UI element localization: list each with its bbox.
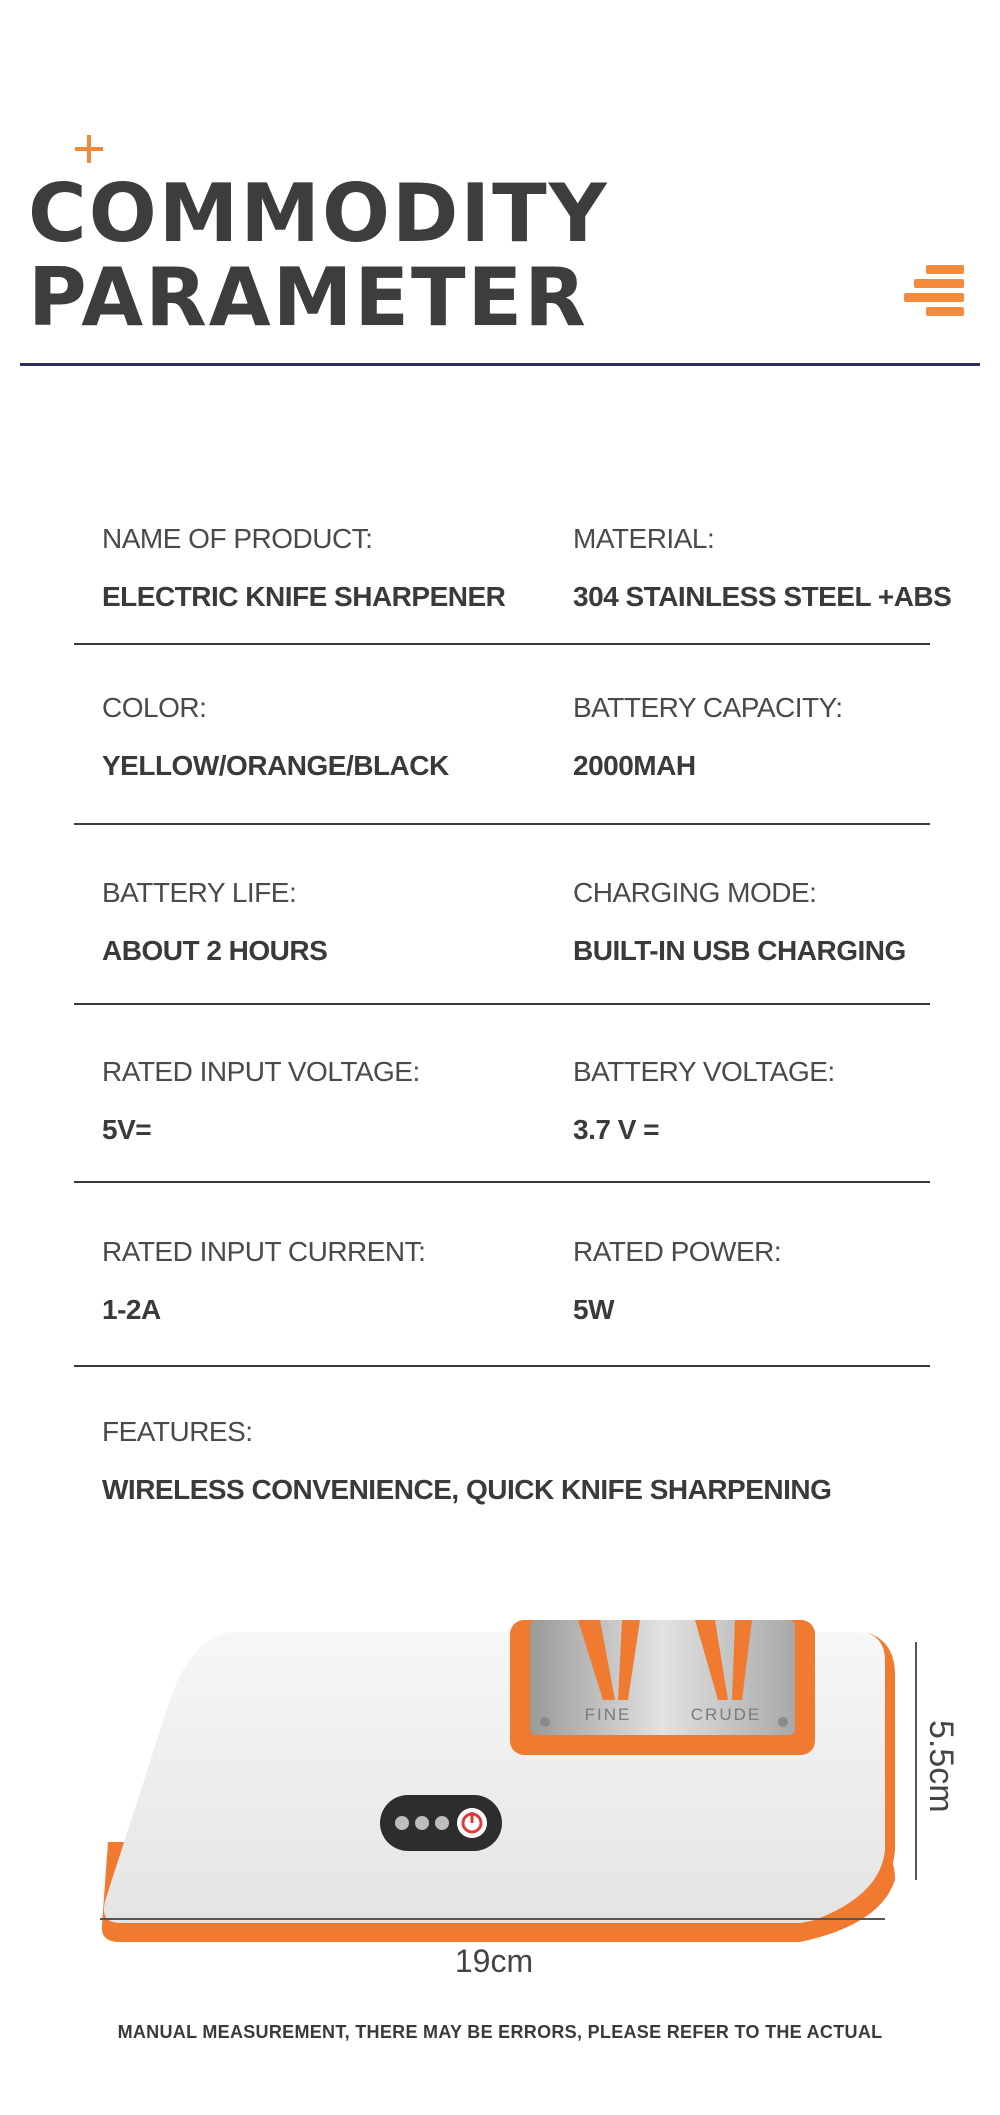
height-dimension-label: 5.5cm bbox=[922, 1720, 960, 1813]
title-line-1: COMMODITY bbox=[28, 167, 609, 260]
spec-value: 5V= bbox=[102, 1114, 152, 1145]
spec-value: ABOUT 2 HOURS bbox=[102, 935, 328, 966]
spec-label: RATED INPUT VOLTAGE: bbox=[102, 1056, 420, 1087]
spec-label: MATERIAL: bbox=[573, 523, 715, 554]
spec-cell bbox=[102, 691, 449, 783]
spec-cell bbox=[573, 1235, 781, 1327]
screw bbox=[778, 1717, 788, 1727]
row-divider bbox=[74, 1365, 930, 1367]
spec-label: CHARGING MODE: bbox=[573, 877, 817, 908]
spec-label: BATTERY LIFE: bbox=[102, 877, 297, 908]
spec-value: 3.7 V = bbox=[573, 1114, 660, 1145]
spec-cell bbox=[573, 1055, 835, 1147]
spec-label: RATED POWER: bbox=[573, 1236, 782, 1267]
battery-led bbox=[395, 1816, 409, 1830]
spec-value: 5W bbox=[573, 1294, 614, 1325]
screw bbox=[540, 1717, 550, 1727]
spec-cell bbox=[102, 1235, 425, 1327]
spec-cell bbox=[102, 522, 505, 614]
spec-cell bbox=[573, 522, 951, 614]
spec-value: BUILT-IN USB CHARGING bbox=[573, 935, 906, 966]
spec-value: 2000MAH bbox=[573, 750, 696, 781]
footer-note: MANUAL MEASUREMENT, THERE MAY BE ERRORS, PLEASE REFER TO THE ACTUAL bbox=[117, 2022, 883, 2042]
spec-label: RATED INPUT CURRENT: bbox=[102, 1236, 426, 1267]
slot-label-fine: FINE bbox=[584, 1705, 632, 1724]
spec-value: 304 STAINLESS STEEL +ABS bbox=[573, 581, 952, 612]
spec-value: 1-2A bbox=[102, 1294, 161, 1325]
row-divider bbox=[74, 823, 930, 825]
spec-cell bbox=[573, 876, 906, 968]
stripes-decoration-icon bbox=[904, 262, 964, 326]
product-image bbox=[0, 1580, 1000, 2000]
row-divider bbox=[74, 1181, 930, 1183]
features-label: FEATURES: bbox=[102, 1416, 253, 1447]
spec-value: ELECTRIC KNIFE SHARPENER bbox=[102, 581, 506, 612]
features-cell bbox=[102, 1415, 831, 1507]
battery-led bbox=[435, 1816, 449, 1830]
header-rule bbox=[20, 363, 980, 366]
row-divider bbox=[74, 643, 930, 645]
spec-label: COLOR: bbox=[102, 692, 207, 723]
spec-label: BATTERY CAPACITY: bbox=[573, 692, 843, 723]
row-divider bbox=[74, 1003, 930, 1005]
width-dimension-label: 19cm bbox=[454, 1943, 534, 1979]
title-line-2: PARAMETER bbox=[28, 251, 588, 344]
spec-value: YELLOW/ORANGE/BLACK bbox=[102, 750, 449, 781]
spec-cell bbox=[102, 1055, 420, 1147]
slot-label-crude: CRUDE bbox=[690, 1705, 762, 1724]
page-title bbox=[28, 167, 609, 344]
spec-label: NAME OF PRODUCT: bbox=[102, 523, 373, 554]
spec-label: BATTERY VOLTAGE: bbox=[573, 1056, 835, 1087]
plus-decoration-icon bbox=[75, 135, 103, 163]
spec-cell bbox=[102, 876, 327, 968]
features-value: WIRELESS CONVENIENCE, QUICK KNIFE SHARPENING bbox=[102, 1474, 832, 1505]
spec-cell bbox=[573, 691, 843, 783]
battery-led bbox=[415, 1816, 429, 1830]
